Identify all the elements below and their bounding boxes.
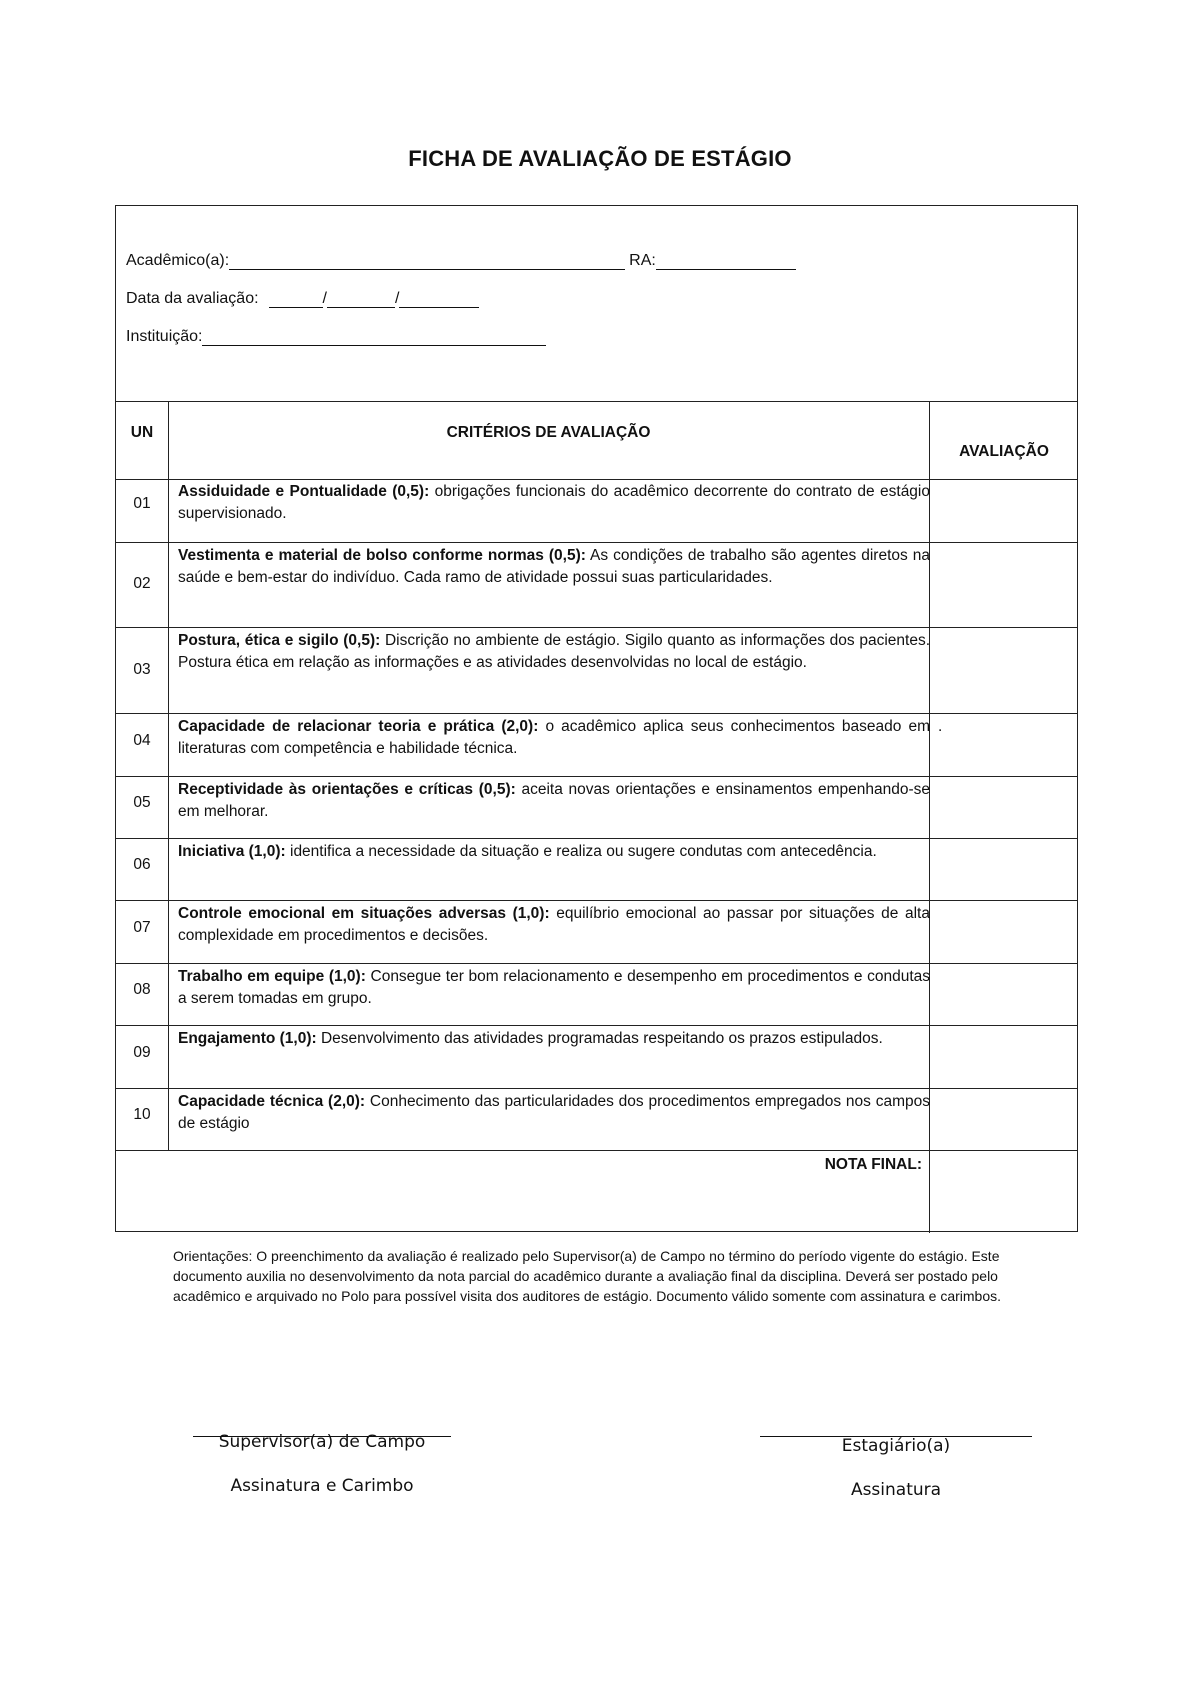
row-number: 06: [133, 856, 151, 873]
criterion-description: Discrição no ambiente de estágio. Sigilo quanto as informações dos pacientes. Postura ética em relação as informações e as atividades desenvolvidas no local de estágio.: [178, 632, 930, 671]
criterion-title: Capacidade técnica (2,0):: [178, 1093, 366, 1110]
criterion-description: identifica a necessidade da situação e realiza ou sugere condutas com antecedência.: [285, 843, 877, 860]
criterion-description: Conhecimento das particularidades dos procedimentos empregados nos campos de estágio: [178, 1093, 930, 1132]
criterion-description: aceita novas orientações e ensinamentos empenhando-se em melhorar.: [178, 781, 930, 820]
criterion-title: Capacidade de relacionar teoria e prática (2,0):: [178, 718, 539, 735]
row-divider: [116, 542, 1077, 543]
header-bottom-border: [116, 479, 1077, 480]
criterion-description: equilíbrio emocional ao passar por situações de alta complexidade em procedimentos e decisões.: [178, 905, 930, 944]
criterion-title: Controle emocional em situações adversas (1,0):: [178, 905, 550, 922]
criterion-text: [178, 481, 930, 525]
row-number: 02: [133, 575, 151, 592]
table-top-border: [116, 401, 1077, 402]
row-divider: [116, 838, 1077, 839]
ra-field[interactable]: [656, 253, 796, 270]
evaluation-form: [115, 205, 1078, 1232]
instituicao-label: Instituição:: [126, 328, 203, 345]
row-divider: [116, 963, 1077, 964]
row-number: 05: [133, 794, 151, 811]
criterion-title: Assiduidade e Pontualidade (0,5):: [178, 483, 430, 500]
criterion-text: [178, 630, 930, 674]
row-divider: [116, 627, 1077, 628]
criterion-text: [178, 545, 930, 589]
row-number: 08: [133, 981, 151, 998]
criterion-description: As condições de trabalho são agentes diretos na saúde e bem-estar do indivíduo. Cada ramo de atividade possui suas particularidades.: [178, 547, 930, 586]
criterion-title: Iniciativa (1,0):: [178, 843, 286, 860]
criterion-text: [178, 716, 930, 760]
year-field[interactable]: [399, 291, 479, 308]
evaluation-cell[interactable]: .: [938, 718, 943, 735]
month-field[interactable]: [327, 291, 395, 308]
criterion-description: o acadêmico aplica seus conhecimentos baseado em literaturas com competência e habilidade técnica.: [178, 718, 930, 757]
date-separator: /: [394, 290, 400, 307]
ra-label: RA:: [629, 252, 656, 269]
date-separator: /: [322, 290, 327, 307]
criterion-description: Consegue ter bom relacionamento e desempenho em procedimentos e condutas a serem tomadas em grupo.: [178, 968, 931, 1007]
nota-final-field[interactable]: [929, 1152, 1079, 1232]
row-divider: [116, 1088, 1077, 1089]
row-number: 10: [133, 1106, 151, 1123]
estagiario-subtitle: Assinatura: [850, 1480, 942, 1500]
row-number: 03: [133, 661, 151, 678]
row-divider: [116, 1025, 1077, 1026]
nota-final-label: NOTA FINAL:: [824, 1156, 922, 1173]
criterion-text: [178, 1091, 930, 1135]
criterion-text: [178, 1028, 930, 1050]
row-number: 04: [133, 732, 151, 749]
academico-label: Acadêmico(a):: [126, 252, 230, 269]
criterion-title: Trabalho em equipe (1,0):: [178, 968, 366, 985]
criterion-title: Receptividade às orientações e críticas (0,5):: [178, 781, 516, 798]
row-divider: [116, 1150, 1077, 1151]
criterion-text: [178, 966, 930, 1010]
instituicao-field[interactable]: [202, 329, 546, 346]
instituicao-line: [126, 322, 796, 346]
estagiario-title: Estagiário(a): [841, 1436, 951, 1456]
header-un: UN: [130, 424, 154, 441]
row-number: 09: [133, 1044, 151, 1061]
header-avaliacao: AVALIAÇÃO: [959, 443, 1049, 460]
row-number: 07: [133, 919, 151, 936]
criterion-title: Vestimenta e material de bolso conforme normas (0,5):: [178, 547, 586, 564]
row-divider: [116, 713, 1077, 714]
data-label: Data da avaliação:: [126, 290, 259, 307]
criterion-text: [178, 903, 930, 947]
academico-line: [126, 246, 796, 270]
criterion-title: Postura, ética e sigilo (0,5):: [178, 632, 381, 649]
student-info: [126, 246, 796, 360]
row-divider: [116, 776, 1077, 777]
criterion-text: [178, 779, 930, 823]
day-field[interactable]: [269, 291, 323, 308]
academico-field[interactable]: [229, 253, 625, 270]
criterion-text: [178, 841, 930, 863]
criterion-description: Desenvolvimento das atividades programadas respeitando os prazos estipulados.: [316, 1030, 883, 1047]
header-criterios: CRITÉRIOS DE AVALIAÇÃO: [446, 424, 651, 441]
orientacoes-text: Orientações: O preenchimento da avaliação é realizado pelo Supervisor(a) de Campo no término do período vigente do estágio. Este documento auxilia no desenvolvimento da nota parcial do acadêmico durante a avaliação final da disciplina. Deverá ser postado pelo acadêmico e arquivado no Polo para possível visita dos auditores de estágio. Documento válido somente com assinatura e carimbos.: [173, 1248, 1002, 1304]
criterion-title: Engajamento (1,0):: [178, 1030, 317, 1047]
page-title: FICHA DE AVALIAÇÃO DE ESTÁGIO: [408, 146, 792, 171]
row-number: 01: [133, 495, 151, 512]
data-line: [126, 284, 796, 308]
criterion-description: obrigações funcionais do acadêmico decorrente do contrato de estágio supervisionado.: [178, 483, 930, 522]
supervisor-title: Supervisor(a) de Campo: [218, 1432, 426, 1452]
row-divider: [116, 900, 1077, 901]
supervisor-subtitle: Assinatura e Carimbo: [230, 1476, 414, 1496]
